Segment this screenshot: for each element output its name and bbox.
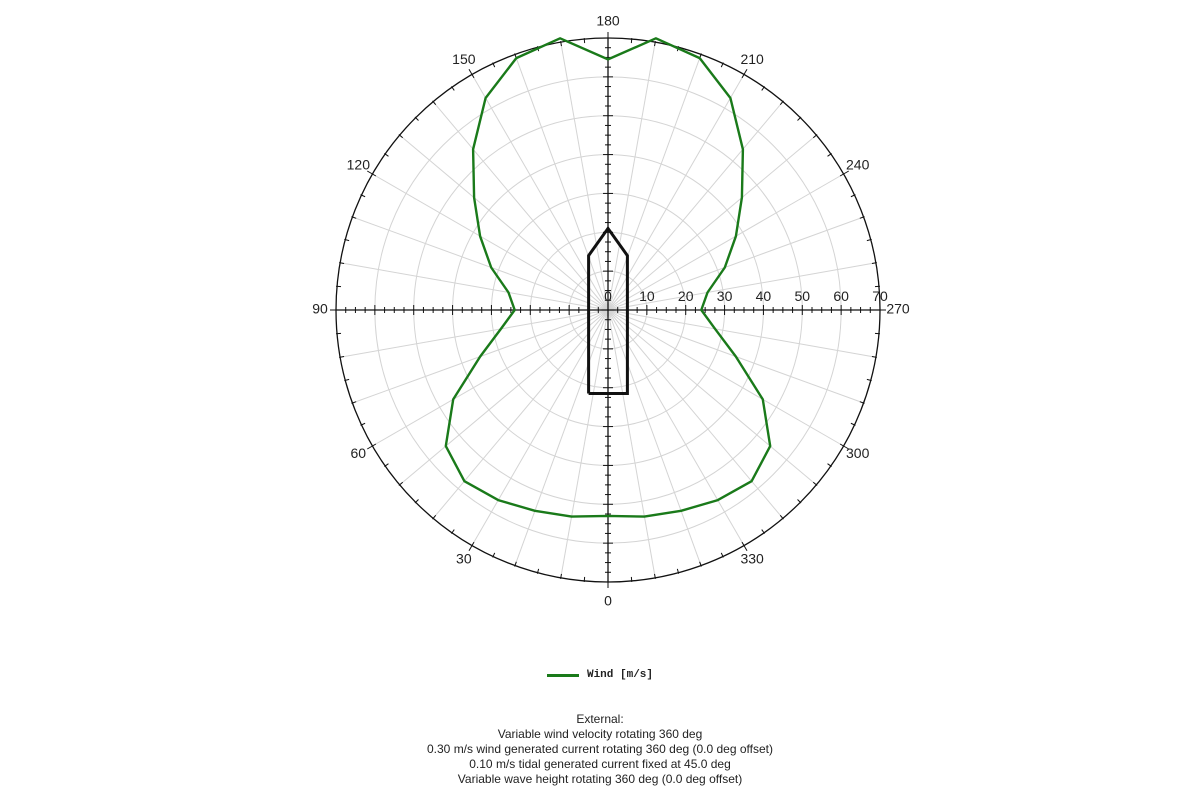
grid-spoke bbox=[400, 310, 608, 485]
radial-label: 50 bbox=[794, 288, 811, 304]
angle-label: 30 bbox=[456, 550, 472, 567]
grid-spoke bbox=[608, 310, 816, 485]
axis-layer bbox=[330, 32, 886, 588]
notes-line: Variable wind velocity rotating 360 deg bbox=[497, 727, 703, 741]
grid-spoke bbox=[433, 310, 608, 518]
notes-header: External: bbox=[576, 712, 624, 726]
radial-label: 60 bbox=[833, 288, 849, 304]
angle-label: 120 bbox=[346, 156, 370, 173]
grid-spoke bbox=[515, 310, 608, 566]
radial-label: 10 bbox=[639, 288, 655, 304]
legend bbox=[0, 664, 1200, 686]
angle-label: 60 bbox=[350, 444, 367, 461]
radial-label: 30 bbox=[716, 288, 733, 304]
grid-spoke bbox=[515, 54, 608, 310]
angle-label: 270 bbox=[886, 300, 910, 317]
grid-spoke bbox=[608, 310, 701, 566]
grid-spoke bbox=[608, 102, 783, 310]
grid-spoke bbox=[608, 54, 701, 310]
radial-label: 20 bbox=[677, 288, 694, 304]
angle-label: 330 bbox=[740, 550, 764, 567]
angle-label: 300 bbox=[846, 444, 870, 461]
radial-label: 0 bbox=[604, 288, 612, 304]
angle-label: 90 bbox=[312, 300, 328, 317]
legend-label: Wind [m/s] bbox=[586, 669, 653, 681]
notes-line: 0.10 m/s tidal generated current fixed at 45.0 deg bbox=[469, 757, 731, 771]
angle-label: 240 bbox=[846, 156, 870, 173]
angle-label: 0 bbox=[604, 592, 612, 609]
notes-block bbox=[0, 712, 1200, 787]
grid-spoke bbox=[608, 310, 783, 518]
angle-label: 210 bbox=[740, 51, 764, 68]
radial-label: 40 bbox=[755, 288, 772, 304]
angle-label: 150 bbox=[452, 51, 476, 68]
notes-line: Variable wave height rotating 360 deg (0.0 deg offset) bbox=[457, 772, 743, 786]
radial-label: 70 bbox=[872, 288, 888, 304]
angle-label: 180 bbox=[596, 12, 620, 29]
notes-line: 0.30 m/s wind generated current rotating 360 deg (0.0 deg offset) bbox=[427, 742, 773, 756]
grid-spoke bbox=[433, 102, 608, 310]
legend-swatch bbox=[547, 674, 579, 677]
